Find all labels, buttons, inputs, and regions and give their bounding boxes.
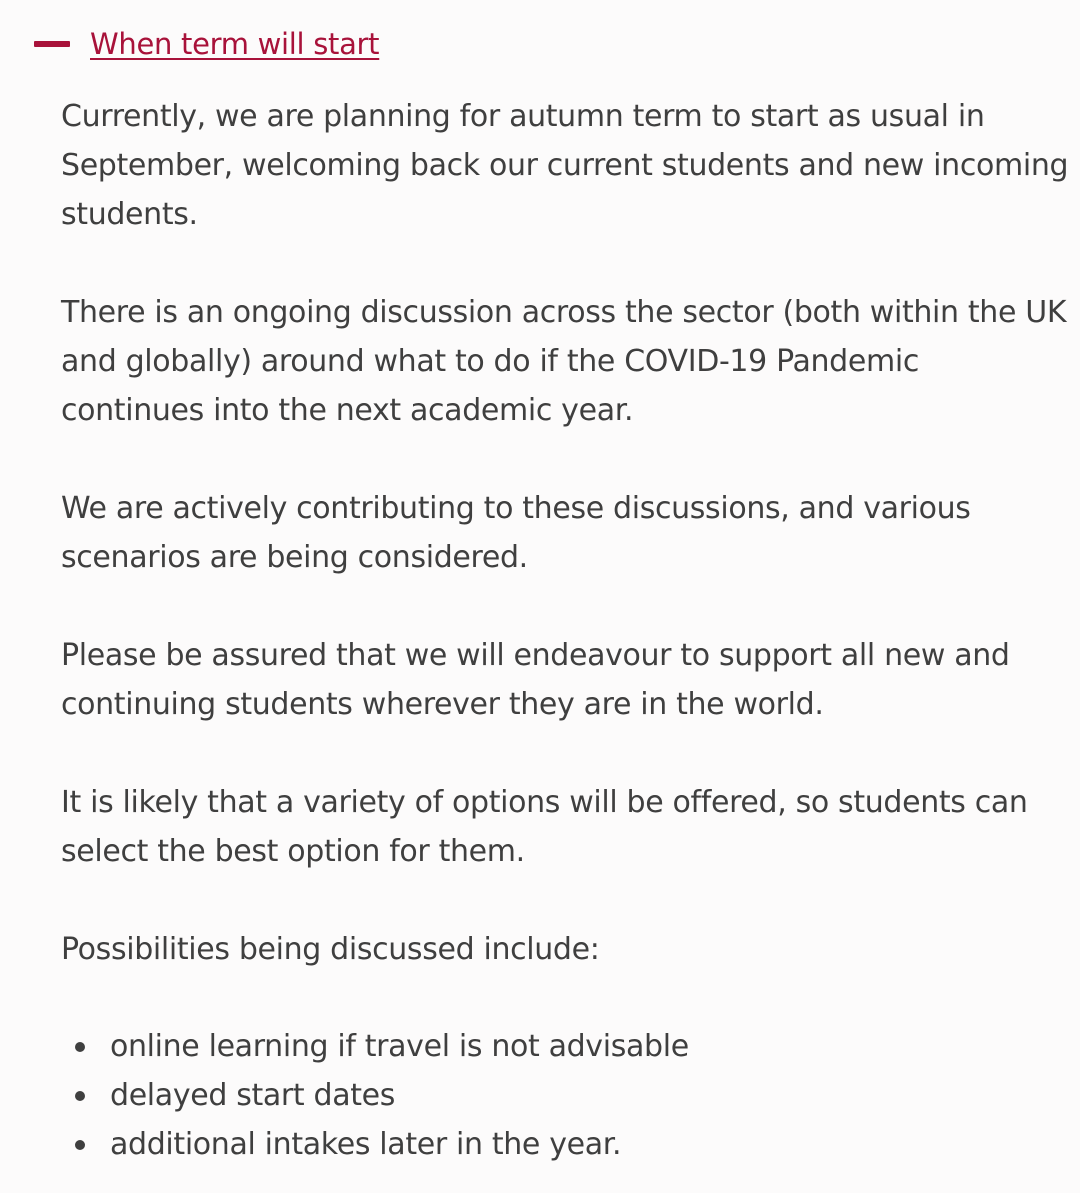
bullet-icon bbox=[75, 1042, 85, 1052]
list-item bbox=[61, 1022, 1071, 1071]
paragraph-support-assurance: Please be assured that we will endeavour to support all new and continuing students wherever they are in the world. bbox=[61, 638, 1010, 722]
paragraph-term-start: Currently, we are planning for autumn term to start as usual in September, welcoming back our current students and new incoming students. bbox=[61, 99, 1069, 232]
list-item-text: additional intakes later in the year. bbox=[110, 1127, 622, 1162]
possibilities-list bbox=[61, 1022, 1071, 1169]
paragraph-sector-discussion: There is an ongoing discussion across the sector (both within the UK and globally) around what to do if the COVID-19 Pandemic continues into the next academic year. bbox=[61, 295, 1067, 428]
accordion-content bbox=[61, 92, 1071, 1169]
minus-icon[interactable] bbox=[34, 41, 70, 47]
accordion-toggle[interactable] bbox=[34, 22, 379, 66]
paragraph-contributing: We are actively contributing to these discussions, and various scenarios are being considered. bbox=[61, 491, 971, 575]
bullet-icon bbox=[75, 1091, 85, 1101]
accordion-title-link[interactable]: When term will start bbox=[90, 27, 380, 61]
list-item bbox=[61, 1120, 1071, 1169]
list-item bbox=[61, 1071, 1071, 1120]
possibilities-intro: Possibilities being discussed include: bbox=[61, 932, 600, 967]
paragraph-options: It is likely that a variety of options will be offered, so students can select the best option for them. bbox=[61, 785, 1028, 869]
bullet-icon bbox=[75, 1140, 85, 1150]
list-item-text: online learning if travel is not advisable bbox=[110, 1029, 689, 1064]
list-item-text: delayed start dates bbox=[110, 1078, 396, 1113]
